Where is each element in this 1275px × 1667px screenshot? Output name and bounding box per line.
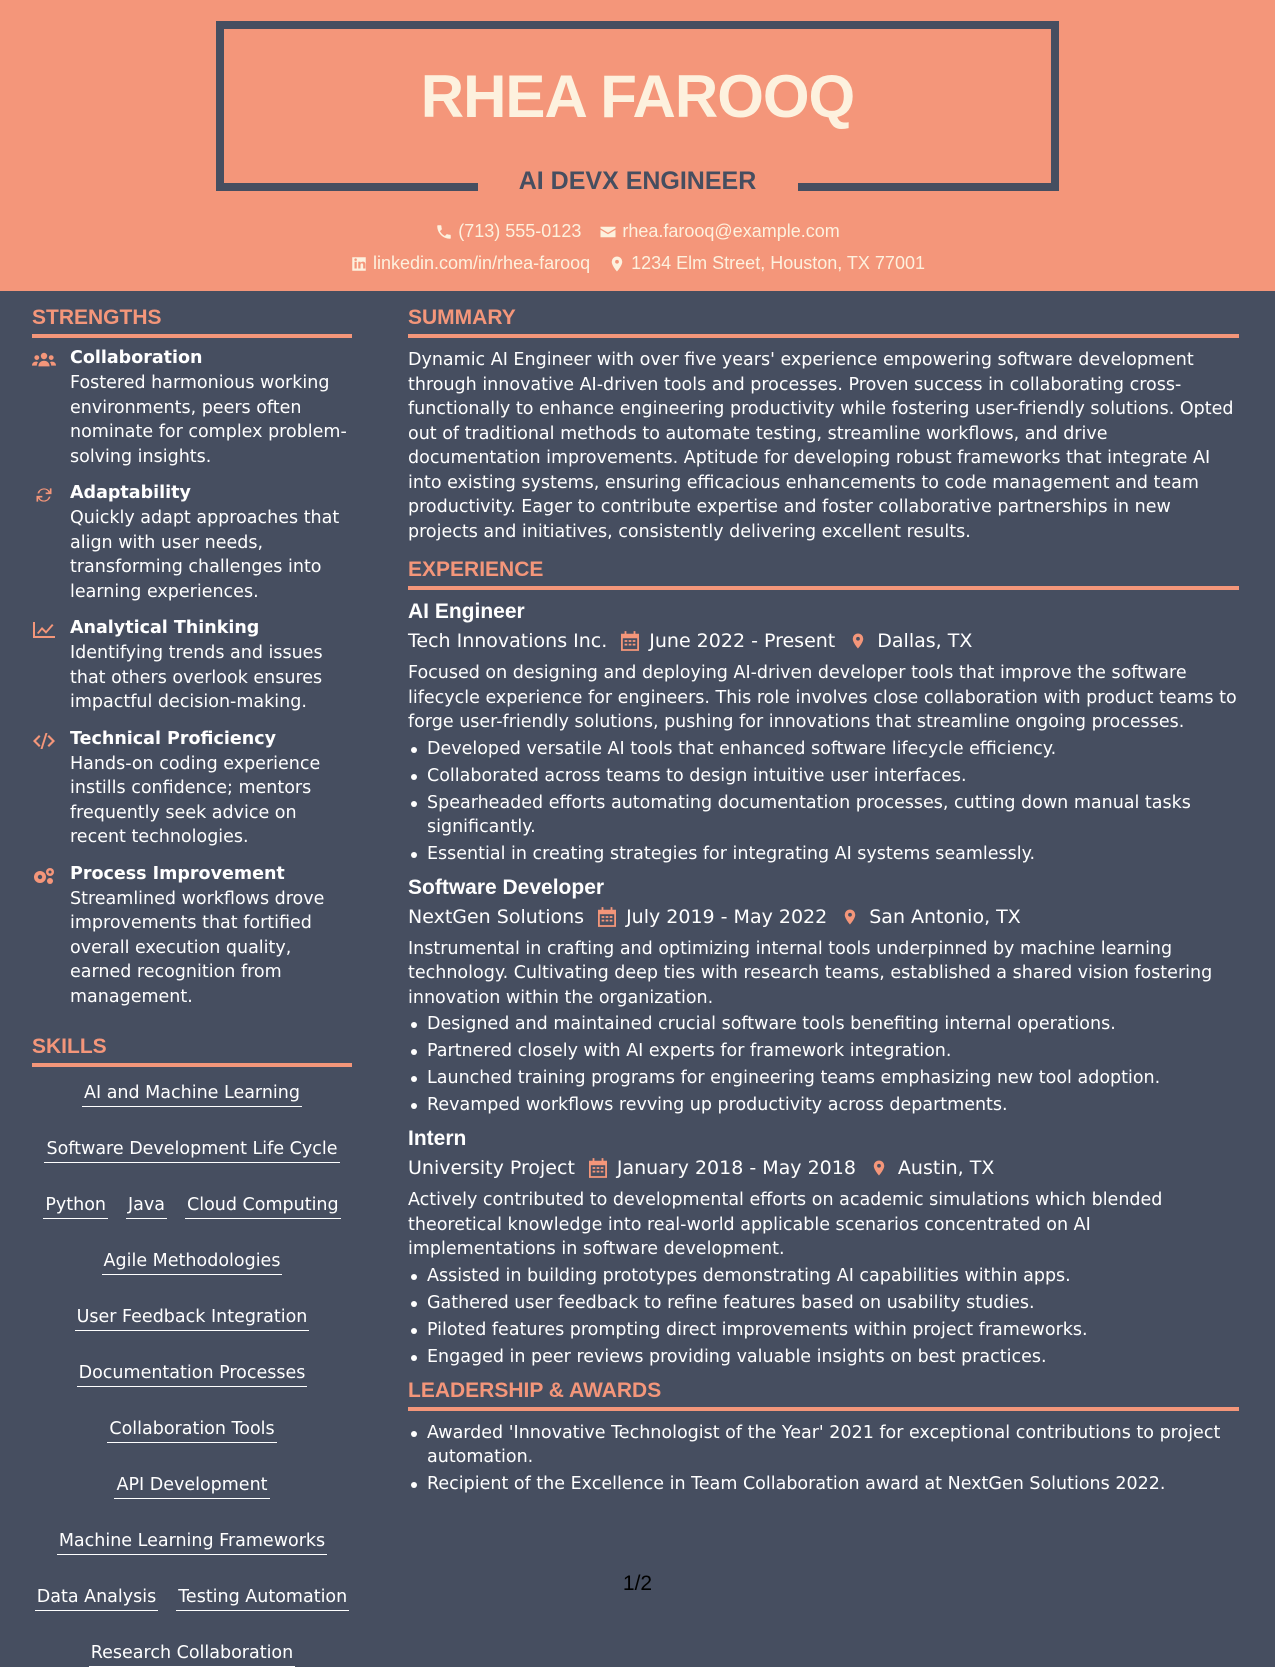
job-role: Software Developer [408, 875, 605, 899]
chart-line-icon [32, 620, 56, 640]
phone-text: (713) 555-0123 [458, 221, 582, 241]
strength-item [32, 729, 352, 850]
bullet-item: Launched training programs for engineering teams emphasizing new tool adoption. [408, 1066, 1239, 1090]
bullet-item: Collaborated across teams to design intuitive user interfaces. [408, 764, 1239, 788]
right-column [408, 306, 1239, 1499]
strength-desc: Fostered harmonious working environments, peers often nominate for complex problem-solving insights. [70, 373, 347, 467]
email-text: rhea.farooq@example.com [622, 221, 840, 241]
skill-tag: Python [43, 1195, 108, 1219]
job-bullets [408, 737, 1239, 866]
strengths-heading: STRENGTHS [32, 306, 352, 338]
experience-heading: EXPERIENCE [408, 558, 1239, 590]
job-location: Austin, TX [897, 1157, 995, 1179]
skill-tag: AI and Machine Learning [82, 1083, 302, 1107]
page-number: 1/2 [622, 1572, 653, 1595]
contact-linkedin[interactable] [350, 253, 590, 274]
job-role: AI Engineer [408, 600, 525, 623]
job-company: Tech Innovations Inc. [408, 630, 608, 652]
strength-title: Process Improvement [70, 863, 285, 884]
job-company: NextGen Solutions [408, 905, 585, 928]
job-description: Focused on designing and deploying AI-driven developer tools that improve the software lifecycle experience for engineers. This role involves close collaboration with product teams to forge user-friendly solutions, pushing for innovations that streamline ongoing processes. [408, 663, 1237, 732]
linkedin-text: linkedin.com/in/rhea-farooq [373, 253, 591, 273]
calendar-icon [589, 1158, 607, 1178]
strength-title: Collaboration [70, 348, 203, 368]
bullet-item: Gathered user feedback to refine features based on usability studies. [408, 1291, 1239, 1315]
strength-item [32, 483, 352, 604]
awards-heading: LEADERSHIP & AWARDS [408, 1379, 1239, 1411]
bullet-item: Essential in creating strategies for integrating AI systems seamlessly. [408, 842, 1239, 866]
job-dates: June 2022 - Present [649, 630, 836, 652]
contact-address [608, 253, 925, 274]
award-item: Awarded 'Innovative Technologist of the Year' 2021 for exceptional contributions to project automation. [408, 1421, 1239, 1469]
job-location: Dallas, TX [877, 630, 973, 652]
map-pin-icon [870, 1158, 888, 1178]
job-meta [408, 906, 1239, 928]
bullet-item: Spearheaded efforts automating documentation processes, cutting down manual tasks significantly. [408, 791, 1239, 839]
job-dates: January 2018 - May 2018 [616, 1157, 856, 1179]
summary-text: Dynamic AI Engineer with over five years' experience empowering software development through innovative AI-driven tools and processes. Proven success in collaborating cross-functionally to enhance engineering productivity while fostering user-friendly solutions. Opted out of traditional methods to automate testing, streamline workflows, and drive documentation improvements. Aptitude for developing robust frameworks that integrate AI into existing systems, ensuring efficacious enhancements to code management and team productivity. Eager to contribute expertise and foster collaborative partnerships in new projects and initiatives, consistently delivering excellent results. [408, 350, 1234, 542]
candidate-name: RHEA FAROOQ [420, 63, 855, 130]
strength-title: Analytical Thinking [70, 618, 260, 638]
summary-heading: SUMMARY [408, 306, 1239, 338]
strength-title: Adaptability [70, 483, 191, 503]
users-icon [32, 350, 56, 370]
skill-tag: Cloud Computing [185, 1195, 341, 1219]
strength-item [32, 618, 352, 715]
job-company: University Project [408, 1157, 575, 1179]
calendar-icon [598, 907, 616, 927]
bullet-item: Designed and maintained crucial software tools benefiting internal operations. [408, 1012, 1239, 1036]
resume-header [0, 0, 1275, 291]
job-dates: July 2019 - May 2022 [626, 905, 828, 928]
strength-desc: Streamlined workflows drove improvements that fortified overall execution quality, earned recognition from management. [70, 888, 325, 1007]
job-entry [408, 876, 1239, 1118]
envelope-icon [599, 223, 617, 241]
skill-tag: Agile Methodologies [102, 1251, 283, 1275]
bullet-item: Developed versatile AI tools that enhanced software lifecycle efficiency. [408, 737, 1239, 761]
skill-tag: Research Collaboration [89, 1643, 295, 1667]
linkedin-icon [350, 255, 368, 273]
job-entry [408, 1127, 1239, 1369]
job-title: AI DEVX ENGINEER [518, 167, 757, 195]
left-column [32, 306, 352, 1667]
skill-tag: Data Analysis [35, 1587, 158, 1611]
skill-tag: API Development [114, 1475, 269, 1499]
strength-desc: Identifying trends and issues that others overlook ensures impactful decision-making. [70, 643, 323, 712]
bullet-item: Engaged in peer reviews providing valuable insights on best practices. [408, 1345, 1239, 1369]
skill-tag: Collaboration Tools [107, 1419, 276, 1443]
skill-tag: Machine Learning Frameworks [57, 1531, 327, 1555]
code-icon [32, 731, 56, 751]
map-pin-icon [608, 255, 626, 273]
job-description: Actively contributed to developmental efforts on academic simulations which blended theoretical knowledge into real-world applicable scenarios concentrated on AI implementations in software development. [408, 1190, 1163, 1259]
skills-heading: SKILLS [32, 1035, 352, 1067]
strength-desc: Quickly adapt approaches that align with user needs, transforming challenges into learning experiences. [70, 508, 340, 602]
job-role: Intern [408, 1127, 467, 1150]
contact-phone[interactable] [435, 221, 581, 242]
contact-row-1 [0, 221, 1275, 242]
job-description: Instrumental in crafting and optimizing internal tools underpinned by machine learning technology. Cultivating deep ties with research teams, established a shared vision fostering innovation within the organization. [408, 938, 1213, 1008]
gears-icon [32, 866, 56, 886]
skill-tag: Documentation Processes [77, 1363, 308, 1387]
awards-list [408, 1421, 1239, 1496]
phone-icon [435, 223, 453, 241]
job-entry [408, 600, 1239, 866]
skill-tag: Testing Automation [176, 1587, 349, 1611]
map-pin-icon [849, 631, 867, 651]
calendar-icon [621, 631, 639, 651]
award-item: Recipient of the Excellence in Team Collaboration award at NextGen Solutions 2022. [408, 1472, 1239, 1496]
contact-email[interactable] [599, 221, 839, 242]
bullet-item: Piloted features prompting direct improvements within project frameworks. [408, 1318, 1239, 1342]
job-bullets [408, 1264, 1239, 1369]
skill-tag: Java [126, 1195, 167, 1219]
strength-title: Technical Proficiency [70, 728, 276, 749]
address-text: 1234 Elm Street, Houston, TX 77001 [631, 253, 925, 273]
map-pin-icon [841, 907, 859, 927]
strength-item [32, 864, 352, 1010]
job-location: San Antonio, TX [869, 905, 1021, 928]
strength-item [32, 348, 352, 469]
job-meta [408, 630, 1239, 652]
contact-row-2 [0, 253, 1275, 274]
job-bullets [408, 1012, 1239, 1117]
job-meta [408, 1157, 1239, 1179]
bullet-item: Assisted in building prototypes demonstrating AI capabilities within apps. [408, 1264, 1239, 1288]
skill-tag: User Feedback Integration [75, 1307, 310, 1331]
skill-tag: Software Development Life Cycle [44, 1139, 339, 1163]
strength-desc: Hands-on coding experience instills confidence; mentors frequently seek advice on recent technologies. [70, 753, 321, 847]
bullet-item: Revamped workflows revving up productivity across departments. [408, 1093, 1239, 1117]
bullet-item: Partnered closely with AI experts for framework integration. [408, 1039, 1239, 1063]
refresh-icon [32, 485, 56, 505]
